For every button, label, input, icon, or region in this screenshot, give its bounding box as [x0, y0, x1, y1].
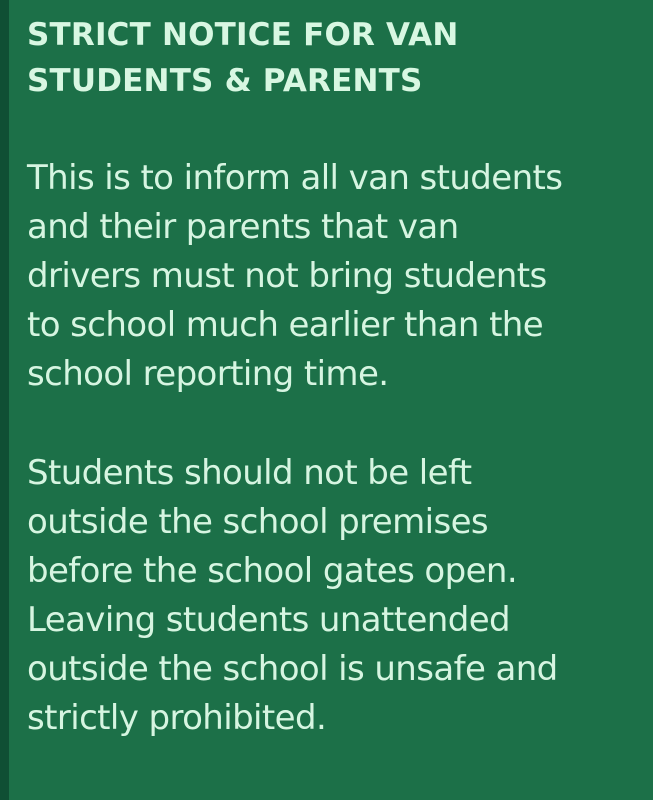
notice-title: STRICT NOTICE FOR VAN STUDENTS & PARENTS: [27, 17, 459, 99]
notice-paragraph-2: Students should not be left outside the school premises before the school gates open. Leaving students unattended outside the school is unsafe and strictly prohibited.: [27, 453, 558, 738]
message-content: [27, 12, 642, 743]
left-edge-strip: [0, 0, 9, 800]
notice-paragraph-1: This is to inform all van students and their parents that van drivers must not bring students to school much earlier than the school reporting time.: [27, 158, 563, 394]
